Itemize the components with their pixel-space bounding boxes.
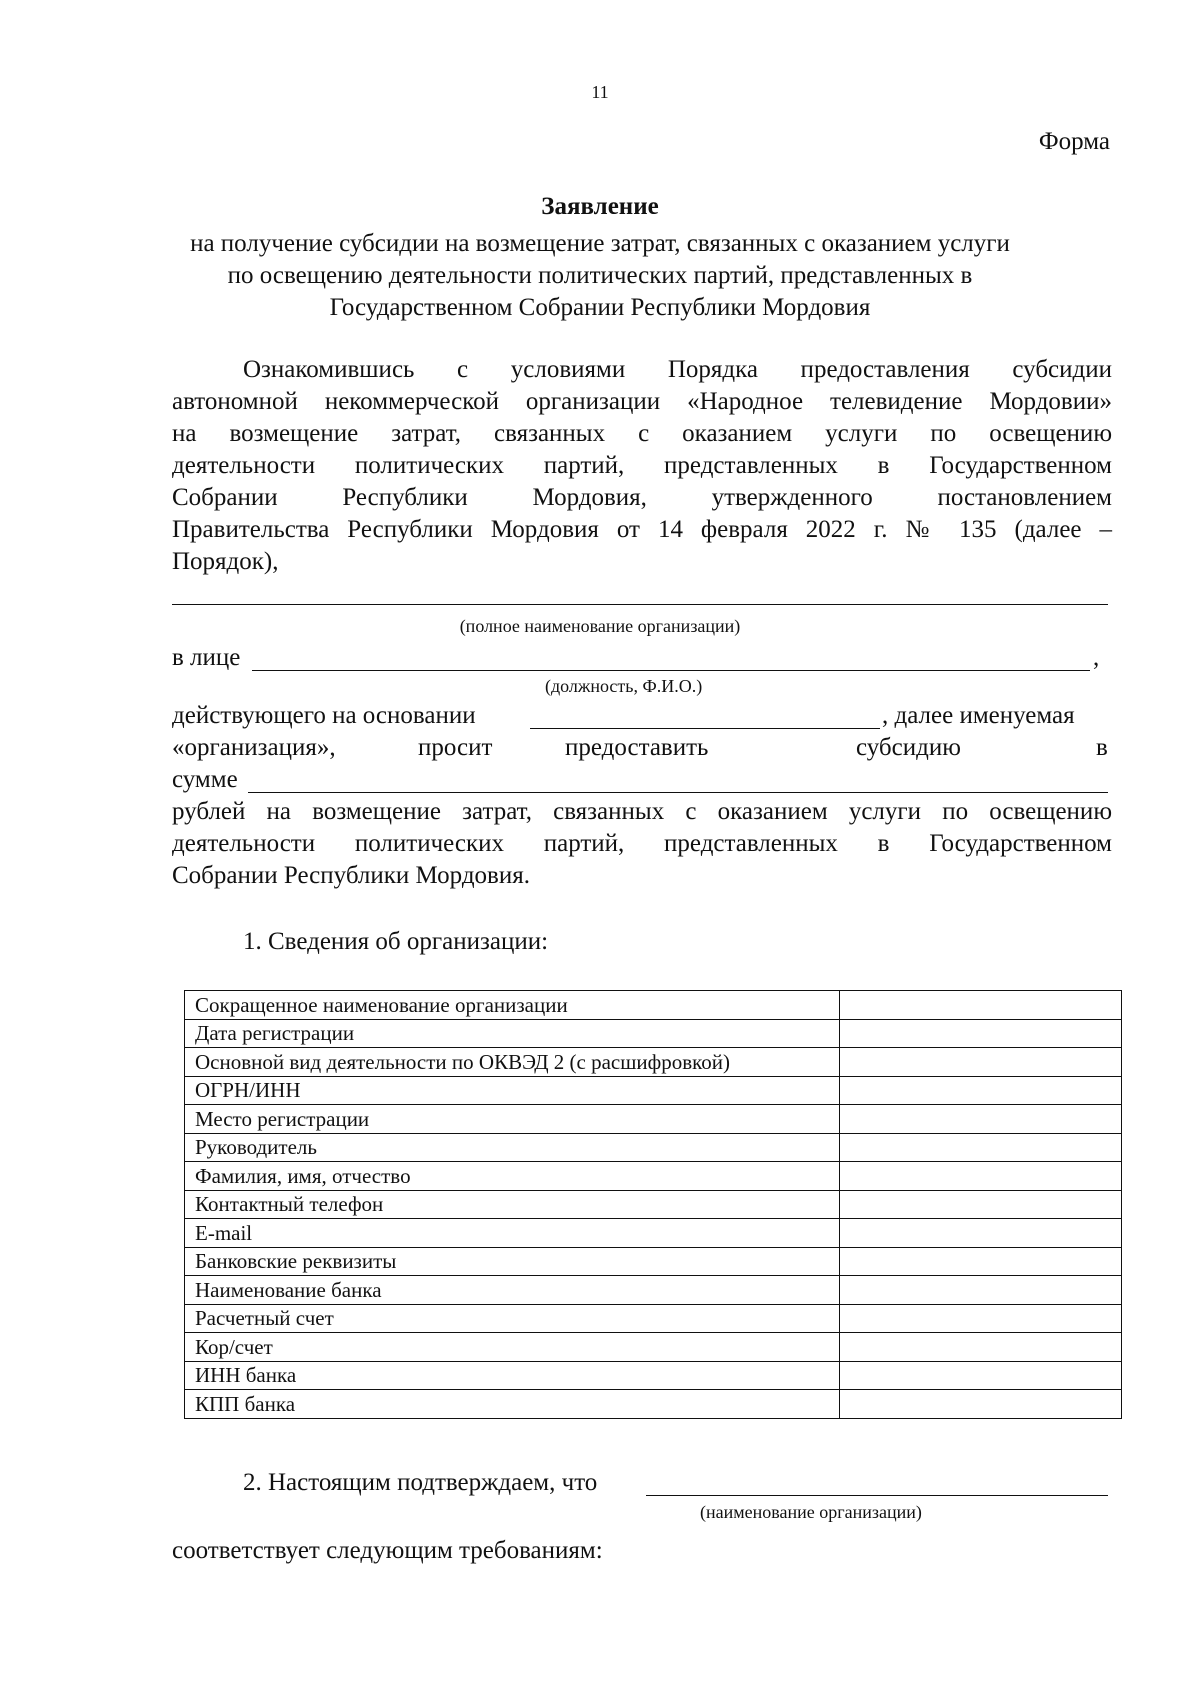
org-info-table — [184, 990, 1122, 1419]
intro-line: Собрании Республики Мордовия, утвержденного постановлением — [172, 484, 1112, 511]
table-row — [185, 1190, 1122, 1219]
in-person-label: в лице — [172, 644, 241, 671]
requirements-label: соответствует следующим требованиям: — [172, 1537, 603, 1564]
field-value-cell[interactable] — [840, 1247, 1122, 1276]
field-value-cell[interactable] — [840, 1390, 1122, 1419]
field-value-cell[interactable] — [840, 1076, 1122, 1105]
request-word: предоставить — [565, 734, 709, 761]
field-label: E-mail — [185, 1219, 840, 1248]
field-value-cell[interactable] — [840, 1276, 1122, 1305]
form-label: Форма — [1038, 128, 1110, 155]
page-number: 11 — [591, 82, 609, 102]
field-value-cell[interactable] — [840, 1219, 1122, 1248]
acting-basis-blank[interactable] — [530, 728, 880, 729]
table-row — [185, 1105, 1122, 1134]
table-row — [185, 1048, 1122, 1077]
table-row — [185, 1019, 1122, 1048]
table-row — [185, 1361, 1122, 1390]
field-value-cell[interactable] — [840, 1019, 1122, 1048]
field-label: Расчетный счет — [185, 1304, 840, 1333]
request-word: в — [1096, 734, 1108, 761]
field-label: ОГРН/ИНН — [185, 1076, 840, 1105]
table-row — [185, 1076, 1122, 1105]
table-row — [185, 1276, 1122, 1305]
document-title: Заявление — [541, 193, 659, 220]
intro-line: Правительства Республики Мордовия от 14 февраля 2022 г. № 135 (далее – — [172, 516, 1112, 543]
field-label: Основной вид деятельности по ОКВЭД 2 (с расшифровкой) — [185, 1048, 840, 1077]
field-value-cell[interactable] — [840, 1133, 1122, 1162]
field-label: ИНН банка — [185, 1361, 840, 1390]
field-label: Банковские реквизиты — [185, 1247, 840, 1276]
amount-blank[interactable] — [248, 792, 1108, 793]
purpose-line: Собрании Республики Мордовия. — [172, 862, 530, 889]
field-label: Кор/счет — [185, 1333, 840, 1362]
intro-line: на возмещение затрат, связанных с оказанием услуги по освещению — [172, 420, 1112, 447]
field-value-cell[interactable] — [840, 991, 1122, 1020]
intro-line: автономной некоммерческой организации «Народное телевидение Мордовии» — [172, 388, 1112, 415]
section2-label: 2. Настоящим подтверждаем, что — [243, 1469, 598, 1496]
field-label: КПП банка — [185, 1390, 840, 1419]
intro-line: Порядок), — [172, 548, 279, 575]
field-value-cell[interactable] — [840, 1105, 1122, 1134]
org-full-name-caption: (полное наименование организации) — [459, 616, 741, 636]
field-label: Наименование банка — [185, 1276, 840, 1305]
position-name-blank[interactable] — [252, 670, 1090, 671]
org-info-table-body — [185, 991, 1122, 1419]
field-value-cell[interactable] — [840, 1048, 1122, 1077]
section1-heading: 1. Сведения об организации: — [243, 928, 549, 955]
hereinafter-label: , далее именуемая — [882, 702, 1075, 729]
field-label: Фамилия, имя, отчество — [185, 1162, 840, 1191]
org-name-blank[interactable] — [646, 1495, 1108, 1496]
table-row — [185, 1304, 1122, 1333]
table-row — [185, 1162, 1122, 1191]
subtitle-line: по освещению деятельности политических партий, представленных в — [227, 262, 973, 289]
table-row — [185, 991, 1122, 1020]
comma: , — [1093, 644, 1100, 671]
request-word: просит — [418, 734, 493, 761]
acting-basis-label: действующего на основании — [172, 702, 476, 729]
intro-line: деятельности политических партий, представленных в Государственном — [172, 452, 1112, 479]
field-label: Руководитель — [185, 1133, 840, 1162]
org-full-name-blank[interactable] — [172, 604, 1108, 605]
table-row — [185, 1219, 1122, 1248]
request-word: «организация», — [172, 734, 336, 761]
table-row — [185, 1390, 1122, 1419]
table-row — [185, 1333, 1122, 1362]
field-value-cell[interactable] — [840, 1162, 1122, 1191]
subtitle-line: Государственном Собрании Республики Мордовия — [329, 294, 871, 321]
table-row — [185, 1247, 1122, 1276]
field-value-cell[interactable] — [840, 1333, 1122, 1362]
field-label: Место регистрации — [185, 1105, 840, 1134]
field-label: Сокращенное наименование организации — [185, 991, 840, 1020]
purpose-line: деятельности политических партий, представленных в Государственном — [172, 830, 1112, 857]
amount-label: сумме — [172, 766, 238, 793]
field-label: Дата регистрации — [185, 1019, 840, 1048]
field-value-cell[interactable] — [840, 1304, 1122, 1333]
field-value-cell[interactable] — [840, 1361, 1122, 1390]
subtitle-line: на получение субсидии на возмещение затрат, связанных с оказанием услуги — [190, 230, 1010, 257]
field-label: Контактный телефон — [185, 1190, 840, 1219]
field-value-cell[interactable] — [840, 1190, 1122, 1219]
intro-line: Ознакомившись с условиями Порядка предоставления субсидии — [243, 356, 1112, 383]
org-name-caption: (наименование организации) — [700, 1502, 922, 1522]
purpose-line: рублей на возмещение затрат, связанных с оказанием услуги по освещению — [172, 798, 1112, 825]
table-row — [185, 1133, 1122, 1162]
request-word: субсидию — [856, 734, 961, 761]
position-name-caption: (должность, Ф.И.О.) — [545, 676, 703, 696]
